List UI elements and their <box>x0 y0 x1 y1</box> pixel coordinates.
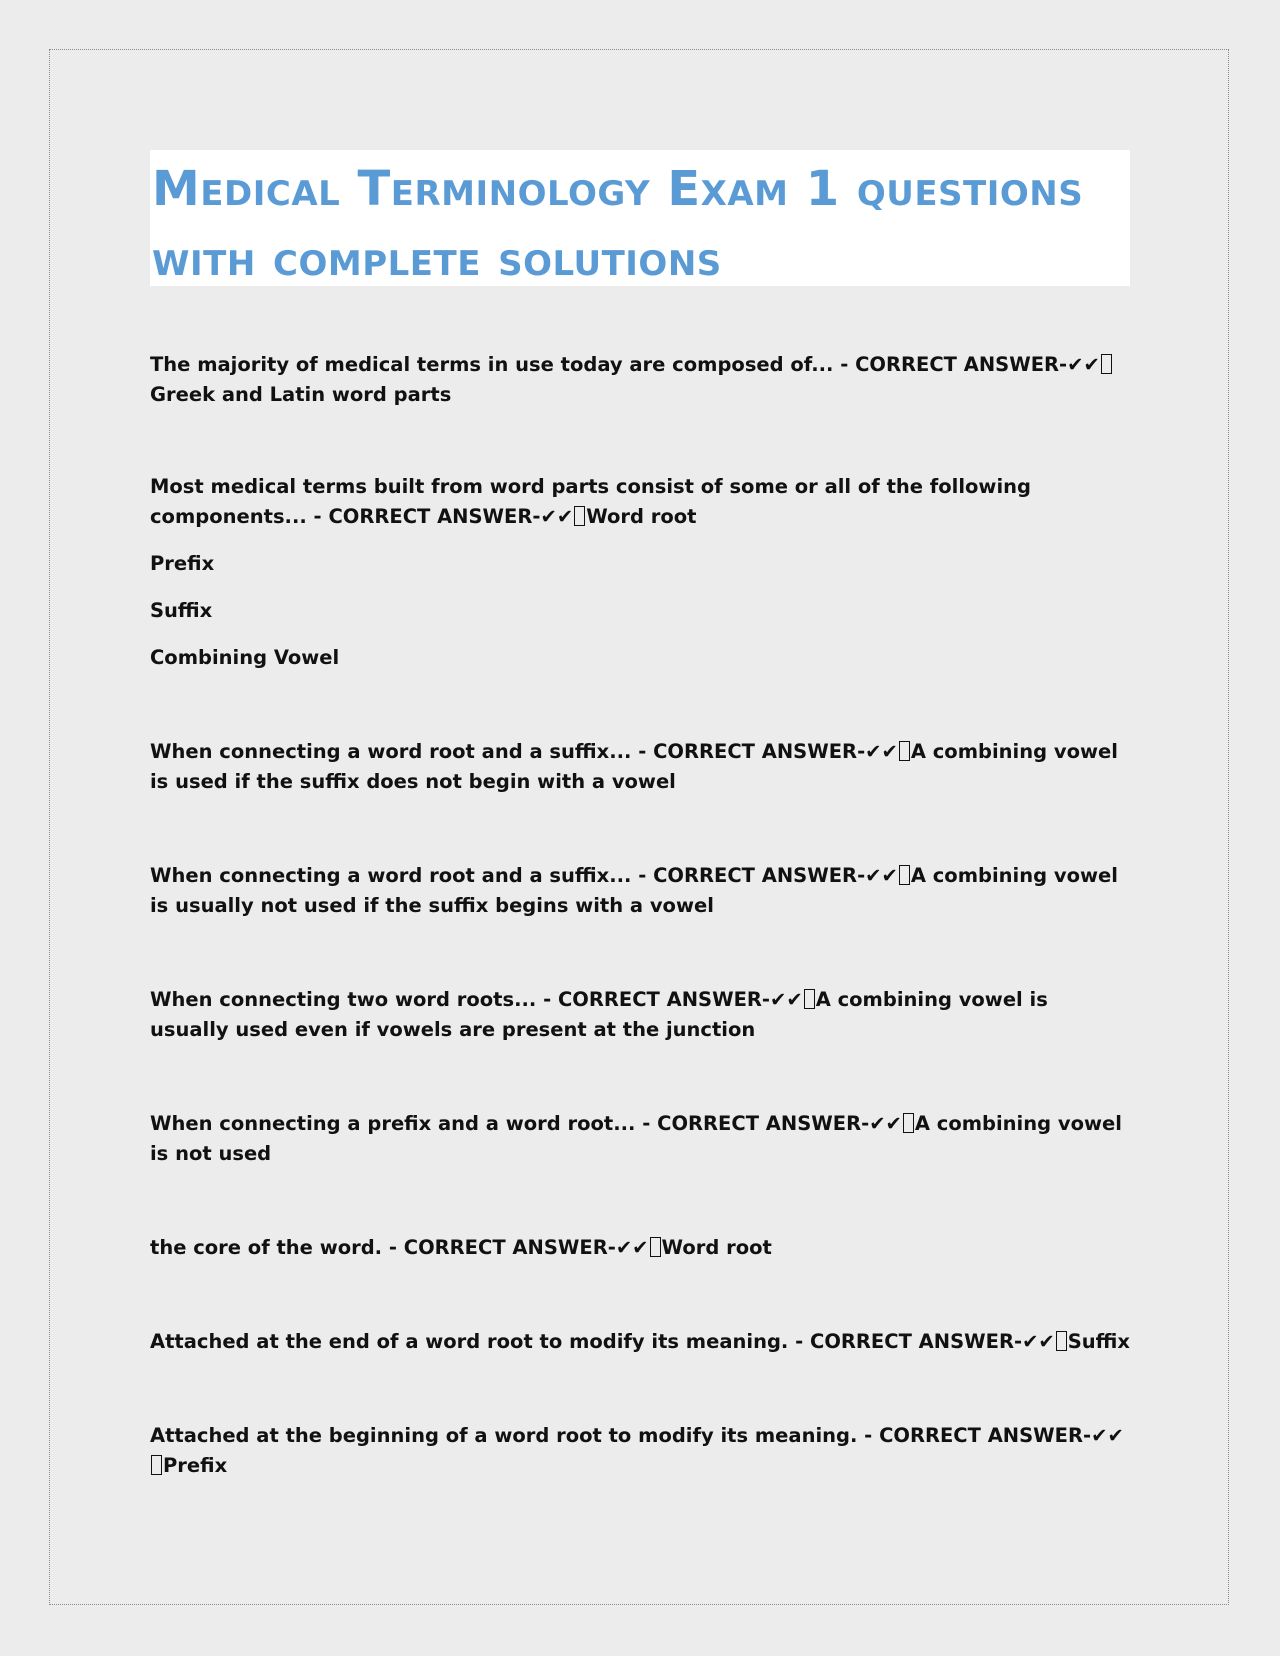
check-icon: ✔✔ <box>615 1236 649 1259</box>
missing-glyph-icon <box>1101 354 1112 374</box>
answer-marker: CORRECT ANSWER- <box>403 1236 616 1259</box>
qa-line <box>150 1109 1130 1169</box>
missing-glyph-icon <box>1056 1331 1067 1351</box>
answer-text: Word root <box>586 505 697 528</box>
answer-marker: CORRECT ANSWER- <box>810 1330 1023 1353</box>
missing-glyph-icon <box>899 865 910 885</box>
answer-marker: CORRECT ANSWER- <box>557 988 771 1011</box>
answer-text: A combining vowel is used if the suffix does not begin with a vowel <box>150 740 1118 793</box>
answer-text: Greek and Latin word parts <box>150 383 452 406</box>
answer-text: A combining vowel is usually not used if the suffix begins with a vowel <box>150 864 1118 917</box>
qa-list <box>150 350 1130 1481</box>
document-title: Medical Terminology Exam 1 questions with complete solutions <box>152 161 1084 287</box>
missing-glyph-icon <box>804 989 815 1009</box>
qa-line <box>150 472 1130 532</box>
missing-glyph-icon <box>899 741 910 761</box>
qa-line <box>150 737 1130 797</box>
answer-marker: CORRECT ANSWER- <box>879 1424 1092 1447</box>
qa-line <box>150 861 1130 921</box>
check-icon: ✔✔ <box>1091 1424 1124 1447</box>
answer-text: A combining vowel is usually used even if vowels are present at the junction <box>150 988 1048 1041</box>
title-box <box>150 150 1130 286</box>
qa-item <box>150 1421 1130 1481</box>
missing-glyph-icon <box>151 1455 162 1475</box>
qa-item <box>150 1327 1130 1357</box>
answer-text: A combining vowel is not used <box>150 1112 1122 1165</box>
question-text: Attached at the end of a word root to modify its meaning. - <box>150 1330 811 1353</box>
qa-item <box>150 472 1130 673</box>
answer-list-line: Suffix <box>150 599 213 622</box>
missing-glyph-icon <box>650 1237 661 1257</box>
answer-text: Word root <box>661 1236 772 1259</box>
answer-marker: CORRECT ANSWER- <box>855 353 1068 376</box>
qa-line <box>150 1421 1130 1481</box>
question-text: the core of the word. - <box>150 1236 404 1259</box>
question-text: The majority of medical terms in use today are composed of... - <box>150 353 856 376</box>
question-text: When connecting a word root and a suffix... - <box>150 740 654 763</box>
qa-item <box>150 1233 1130 1263</box>
qa-item <box>150 1109 1130 1169</box>
check-icon: ✔✔ <box>540 505 574 528</box>
answer-marker: CORRECT ANSWER- <box>328 505 541 528</box>
answer-marker: CORRECT ANSWER- <box>653 864 866 887</box>
answer-list-line: Prefix <box>150 552 215 575</box>
qa-item <box>150 737 1130 797</box>
answer-text: Prefix <box>163 1454 228 1477</box>
qa-item <box>150 350 1130 410</box>
answer-marker: CORRECT ANSWER- <box>653 740 866 763</box>
check-icon: ✔✔ <box>770 988 803 1011</box>
missing-glyph-icon <box>574 506 585 526</box>
qa-line <box>150 1233 1130 1263</box>
check-icon: ✔✔ <box>1067 353 1100 376</box>
qa-line <box>150 985 1130 1045</box>
qa-line <box>150 350 1130 410</box>
check-icon: ✔✔ <box>869 1112 902 1135</box>
missing-glyph-icon <box>903 1113 914 1133</box>
check-icon: ✔✔ <box>865 864 898 887</box>
qa-item <box>150 861 1130 921</box>
check-icon: ✔✔ <box>1022 1330 1055 1353</box>
check-icon: ✔✔ <box>865 740 898 763</box>
document-content <box>150 150 1130 1481</box>
qa-item <box>150 985 1130 1045</box>
answer-marker: CORRECT ANSWER- <box>657 1112 870 1135</box>
question-text: When connecting a word root and a suffix... - <box>150 864 654 887</box>
answer-list-line: Combining Vowel <box>150 646 340 669</box>
question-text: When connecting a prefix and a word root... - <box>150 1112 658 1135</box>
question-text: When connecting two word roots... - <box>150 988 558 1011</box>
question-text: Most medical terms built from word parts consist of some or all of the following components... - <box>150 475 1031 528</box>
question-text: Attached at the beginning of a word root to modify its meaning. - <box>150 1424 880 1447</box>
qa-line <box>150 1327 1130 1357</box>
answer-text: Suffix <box>1067 1330 1131 1353</box>
